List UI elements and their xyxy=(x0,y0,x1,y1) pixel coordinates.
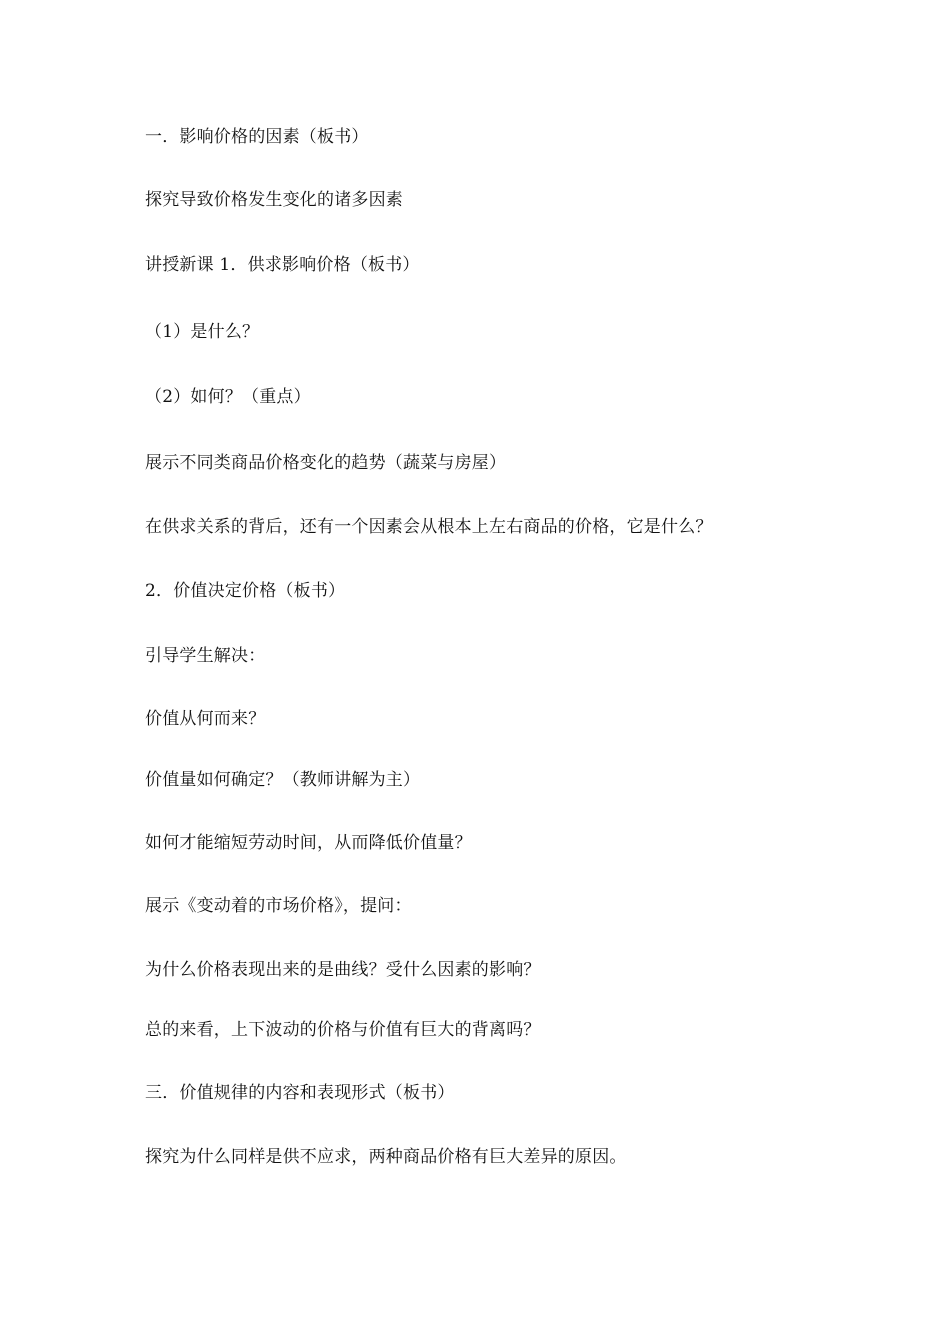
text-line: 如何才能缩短劳动时间，从而降低价值量？ xyxy=(145,833,472,853)
text-line: （1）是什么？ xyxy=(145,322,260,342)
text-line: （2）如何？（重点） xyxy=(145,387,311,407)
text-line: 为什么价格表现出来的是曲线？受什么因素的影响？ xyxy=(145,960,541,980)
heading-value: 2．价值决定价格（板书） xyxy=(145,581,346,601)
text-line: 价值从何而来？ xyxy=(145,709,266,729)
text-line: 展示不同类商品价格变化的趋势（蔬菜与房屋） xyxy=(145,453,507,473)
text-line: 价值量如何确定？（教师讲解为主） xyxy=(145,770,421,790)
text-line: 展示《变动着的市场价格》，提问： xyxy=(145,896,412,916)
text-line: 在供求关系的背后，还有一个因素会从根本上左右商品的价格，它是什么？ xyxy=(145,517,713,537)
text-line: 探究导致价格发生变化的诸多因素 xyxy=(145,190,403,210)
text-line: 引导学生解决： xyxy=(145,646,266,666)
heading-factors: 一．影响价格的因素（板书） xyxy=(145,127,369,147)
text-line: 总的来看，上下波动的价格与价值有巨大的背离吗？ xyxy=(145,1020,541,1040)
text-line: 探究为什么同样是供不应求，两种商品价格有巨大差异的原因。 xyxy=(145,1147,627,1167)
heading-law: 三．价值规律的内容和表现形式（板书） xyxy=(145,1083,455,1103)
text-line: 讲授新课 1．供求影响价格（板书） xyxy=(145,255,420,275)
